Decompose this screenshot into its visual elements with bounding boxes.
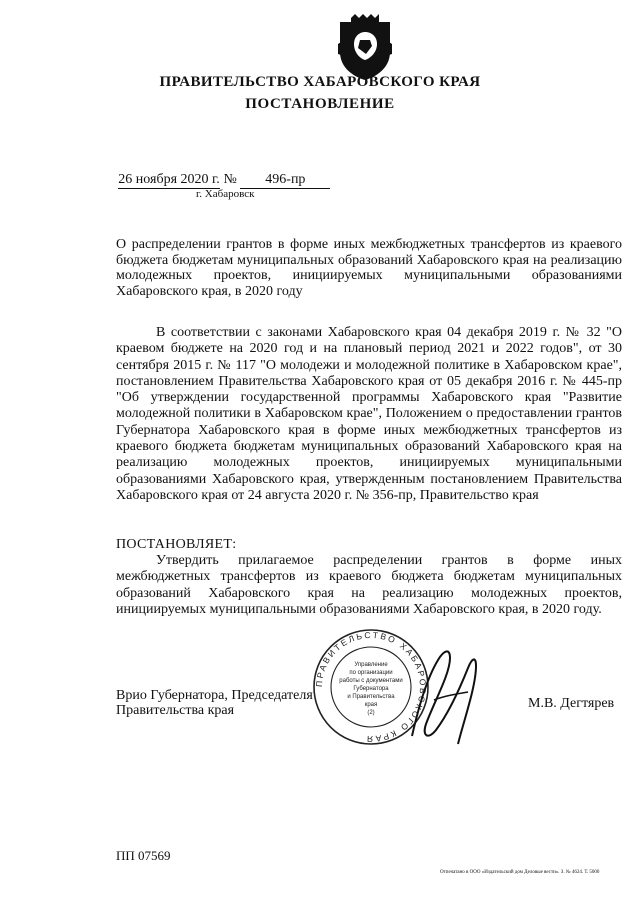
government-title: ПРАВИТЕЛЬСТВО ХАБАРОВСКОГО КРАЯ: [159, 74, 481, 90]
document-code: ПП 07569: [116, 848, 171, 863]
stamp-line: (2): [367, 710, 375, 716]
signer-title-line: Правительства края: [116, 703, 235, 718]
stamp-line: работы с документами: [339, 678, 403, 684]
handwritten-signature: [404, 640, 484, 750]
stamp-line: Управление: [354, 662, 388, 668]
city-label: г. Хабаровск: [196, 188, 255, 200]
document-type: ПОСТАНОВЛЕНИЕ: [245, 96, 395, 112]
stamp-line: по организации: [349, 670, 393, 676]
decision-paragraph: Утвердить прилагаемое распределении грантов в форме иных межбюджетных трансфертов из краевого бюджета бюджетам муниципальных образований Хабаровского края на реализацию молодежных проектов, инициируемых муниципальными образованиями Хабаровского края, в 2020 году.: [116, 553, 622, 617]
signer-title-line: Врио Губернатора, Председателя: [116, 688, 313, 703]
printer-imprint: Отпечатано в ООО «Издательский дом Деловые вести». З. № 4624. Т. 5000: [440, 870, 600, 875]
preamble-paragraph: В соответствии с законами Хабаровского края 04 декабря 2019 г. № 32 "О краевом бюджете на 2020 год и на плановый период 2021 и 2022 годов", от 30 сентября 2015 г. № 117 "О молодежи и молодежной политике в Хабаровском крае", постановлением Правительства Хабаровского края от 05 декабря 2016 г. № 445-пр "Об утверждении государственной программы Хабаровского края "Развитие молодежной политики в Хабаровском крае", Положением о предоставлении грантов Губернатора Хабаровского края в форме иных межбюджетных трансфертов из краевого бюджета бюджетам муниципальных образований Хабаровского края на реализацию молодежных проектов, инициируемых муниципальными образованиями Хабаровского края, утвержденным постановлением Правительства Хабаровского края от 24 августа 2020 г. № 356-пр, Правительство края: [116, 325, 622, 503]
stamp-line: края: [364, 702, 378, 708]
document-number: 496-пр: [240, 172, 330, 189]
signer-name: М.В. Дегтярев: [528, 696, 615, 711]
stamp-line: и Правительства: [347, 694, 395, 700]
stamp-ring-text: ПРАВИТЕЛЬСТВО ХАБАРОВСКОГО КРАЯ: [313, 629, 429, 745]
stamp-line: Губернатора: [353, 686, 389, 692]
number-sign: №: [223, 172, 237, 187]
document-subject: О распределении грантов в форме иных межбюджетных трансфертов из краевого бюджета бюджетам муниципальных образований Хабаровского края на реализацию молодежных проектов, инициируемых муниципальными образованиями Хабаровского края, в 2020 году: [116, 237, 622, 299]
document-body: [116, 325, 622, 504]
document-date: 26 ноября 2020 г.: [118, 172, 220, 187]
decree-word: ПОСТАНОВЛЯЕТ:: [116, 537, 237, 552]
signer-title: [116, 688, 313, 718]
date-number-line: [118, 172, 330, 189]
